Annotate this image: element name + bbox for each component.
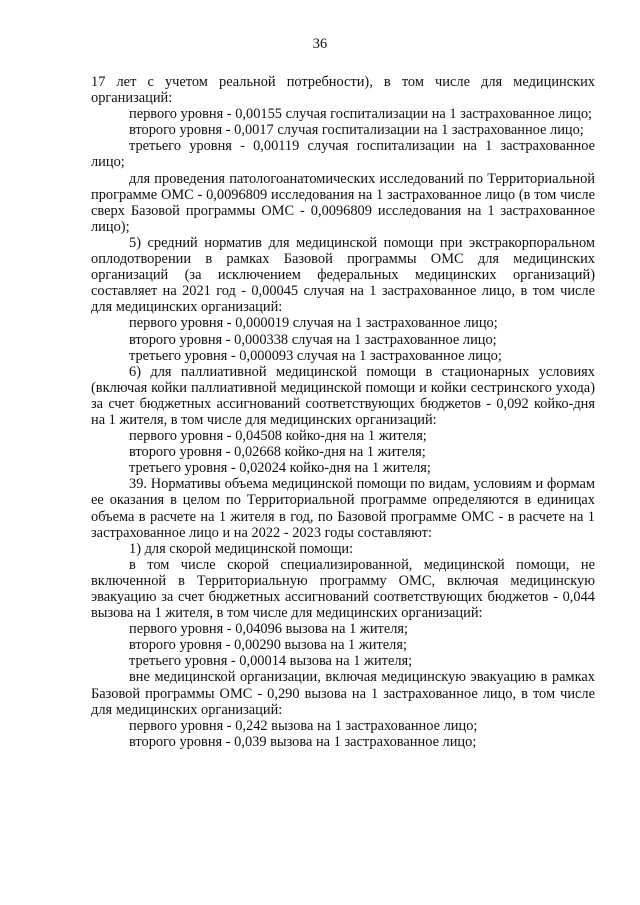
- paragraph: первого уровня - 0,00155 случая госпитализации на 1 застрахованное лицо;: [129, 106, 593, 123]
- paragraph: для проведения патологоанатомических исследований по Территориальной программе ОМС - 0,0096809 исследования на 1 застрахованное лицо (в том числе сверх Базовой программы ОМС - 0,0096809 исследования на 1 застрахованное лицо);: [91, 170, 595, 235]
- paragraph: первого уровня - 0,04096 вызова на 1 жителя;: [129, 621, 409, 638]
- paragraph: в том числе скорой специализированной, медицинской помощи, не включенной в Территориальную программу ОМС, включая медицинскую эвакуацию за счет бюджетных ассигнований соответствующих бюджетов - 0,044 вызова на 1 жителя, в том числе для медицинских организаций:: [91, 556, 595, 622]
- paragraph: третьего уровня - 0,00119 случая госпитализации на 1 застрахованное лицо;: [91, 138, 595, 171]
- paragraph: первого уровня - 0,000019 случая на 1 застрахованное лицо;: [129, 315, 498, 332]
- paragraph: третьего уровня - 0,00014 вызова на 1 жителя;: [129, 653, 413, 670]
- paragraph: третьего уровня - 0,000093 случая на 1 застрахованное лицо;: [129, 347, 502, 364]
- paragraph: первого уровня - 0,04508 койко-дня на 1 жителя;: [129, 428, 427, 445]
- page-number: 36: [312, 36, 328, 52]
- paragraph: 6) для паллиативной медицинской помощи в стационарных условиях (включая койки паллиативной медицинской помощи и койки сестринского ухода) за счет бюджетных ассигнований соответствующих бюджетов - 0,092 койко-дня на 1 жителя, в том числе для медицинских организаций:: [91, 363, 595, 428]
- paragraph: второго уровня - 0,00290 вызова на 1 жителя;: [129, 637, 407, 654]
- paragraph: второго уровня - 0,000338 случая на 1 застрахованное лицо;: [129, 331, 497, 348]
- document-body: [91, 74, 595, 750]
- paragraph: 39. Нормативы объема медицинской помощи по видам, условиям и формам ее оказания в целом по Территориальной программе определяются в единицах объема в расчете на 1 жителя в год, по Базовой программе ОМС - в расчете на 1 застрахованное лицо и на 2022 - 2023 годы составляют:: [91, 476, 595, 541]
- paragraph: третьего уровня - 0,02024 койко-дня на 1 жителя;: [129, 460, 431, 477]
- paragraph: 17 лет с учетом реальной потребности), в том числе для медицинских организаций:: [91, 74, 595, 107]
- paragraph: вне медицинской организации, включая медицинскую эвакуацию в рамках Базовой программы ОМС - 0,290 вызова на 1 застрахованное лицо, в том числе для медицинских организаций:: [91, 669, 595, 718]
- paragraph: второго уровня - 0,039 вызова на 1 застрахованное лицо;: [129, 733, 477, 750]
- paragraph: второго уровня - 0,0017 случая госпитализации на 1 застрахованное лицо;: [129, 122, 584, 139]
- paragraph: первого уровня - 0,242 вызова на 1 застрахованное лицо;: [129, 717, 478, 734]
- paragraph: 1) для скорой медицинской помощи:: [129, 540, 354, 557]
- paragraph: второго уровня - 0,02668 койко-дня на 1 жителя;: [129, 444, 426, 461]
- paragraph: 5) средний норматив для медицинской помощи при экстракорпоральном оплодотворении в рамках Базовой программы ОМС для медицинских организаций (за исключением федеральных медицинских организаций) составляет на 2021 год - 0,00045 случая на 1 застрахованное лицо, в том числе для медицинских организаций:: [91, 234, 595, 316]
